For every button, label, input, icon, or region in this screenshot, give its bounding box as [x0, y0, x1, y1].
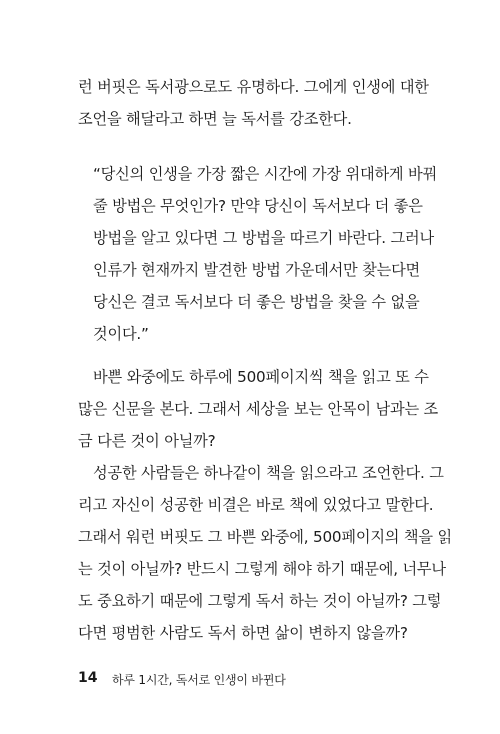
- quote-line: 줄 방법은 무엇인가? 만약 당신이 독서보다 더 좋은: [93, 197, 423, 215]
- text-line: 런 버핏은 독서광으로도 유명하다. 그에게 인생에 대한: [78, 78, 429, 96]
- text-line: 많은 신문을 본다. 그래서 세상을 보는 안목이 남과는 조: [78, 400, 439, 418]
- quote-line: “당신의 인생을 가장 짧은 시간에 가장 위대하게 바꿔: [93, 165, 437, 183]
- text-line: 도 중요하기 때문에 그렇게 독서 하는 것이 아닐까? 그렇: [78, 592, 442, 610]
- page-number: 14: [78, 670, 98, 686]
- quote-line: 것이다.”: [93, 325, 149, 343]
- quote-line: 당신은 결코 독서보다 더 좋은 방법을 찾을 수 없을: [93, 293, 420, 311]
- text-line: 조언을 해달라고 하면 늘 독서를 강조한다.: [78, 110, 352, 128]
- text-line: 리고 자신이 성공한 비결은 바로 책에 있었다고 말한다.: [78, 496, 434, 514]
- quote-line: 인류가 현재까지 발견한 방법 가운데서만 찾는다면: [93, 261, 421, 279]
- text-line: 성공한 사람들은 하나같이 책을 읽으라고 조언한다. 그: [93, 464, 444, 482]
- running-footer-title: 하루 1시간, 독서로 인생이 바뀐다: [112, 673, 286, 687]
- text-line: 바쁜 와중에도 하루에 500페이지씩 책을 읽고 또 수: [93, 368, 429, 386]
- text-line: 다면 평범한 사람도 독서 하면 삶이 변하지 않을까?: [78, 624, 408, 642]
- text-line: 는 것이 아닐까? 반드시 그렇게 해야 하기 때문에, 너무나: [78, 560, 446, 578]
- quote-line: 방법을 알고 있다면 그 방법을 따르기 바란다. 그러나: [93, 229, 434, 247]
- text-line: 금 다른 것이 아닐까?: [78, 432, 216, 450]
- text-line: 그래서 워런 버핏도 그 바쁜 와중에, 500페이지의 책을 읽: [78, 528, 452, 546]
